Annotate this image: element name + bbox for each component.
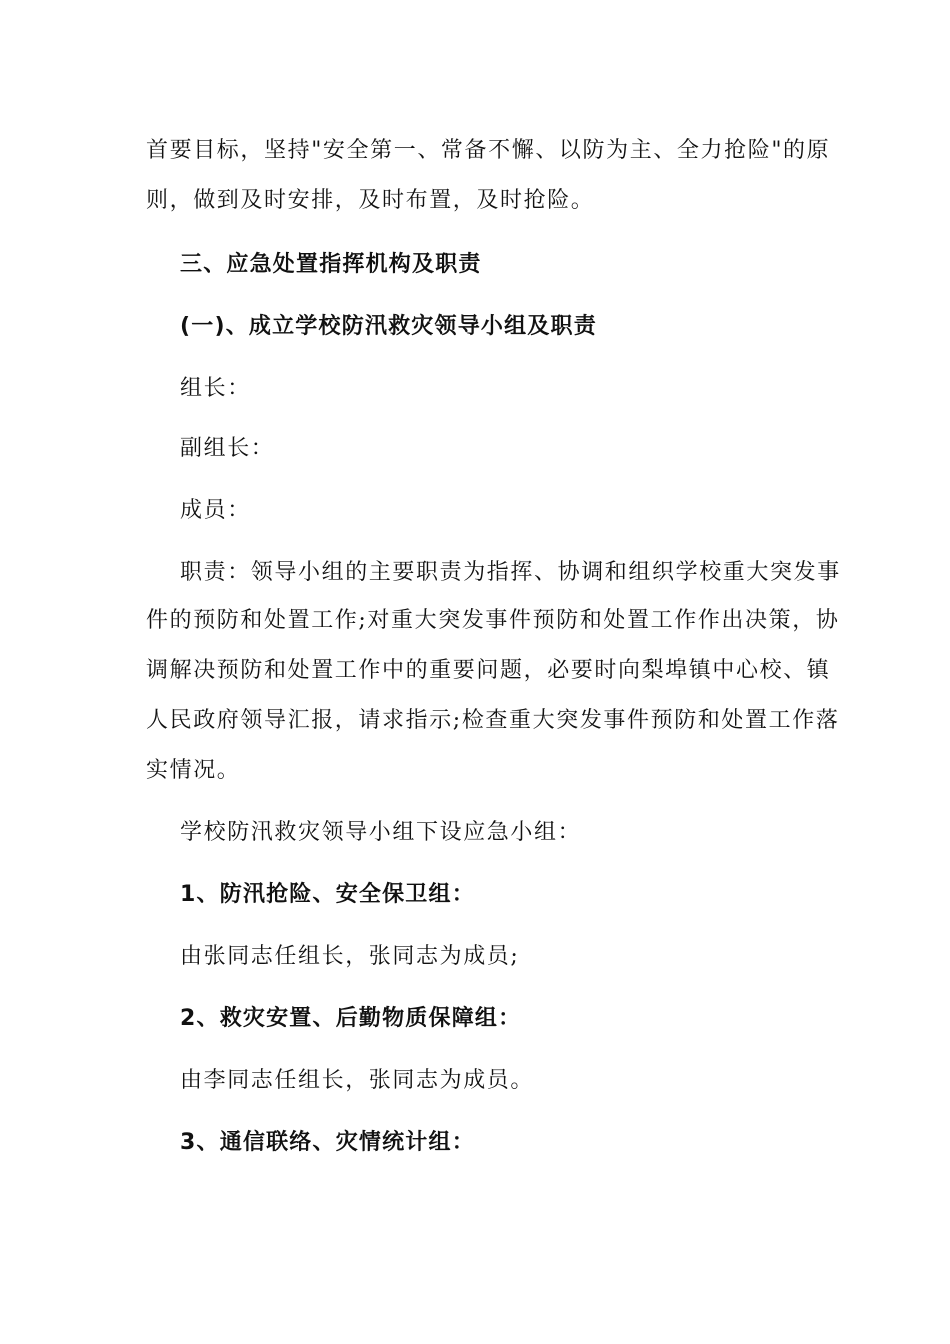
subsection-heading-leadership: (一)、成立学校防汛救灾领导小组及职责 [180, 314, 597, 339]
duties-line-5: 实情况。 [146, 758, 241, 783]
duties-line-4: 人民政府领导汇报，请求指示;检查重大突发事件预防和处置工作落 [146, 708, 840, 733]
emergency-groups-intro: 学校防汛救灾领导小组下设应急小组： [180, 820, 582, 845]
group-3-heading: 3、通信联络、灾情统计组： [180, 1130, 475, 1155]
duties-line-1: 职责：领导小组的主要职责为指挥、协调和组织学校重大突发事 [180, 560, 841, 585]
deputy-leader-label: 副组长： [180, 436, 275, 461]
group-1-heading: 1、防汛抢险、安全保卫组： [180, 882, 475, 907]
paragraph-principle-line-1: 首要目标，坚持"安全第一、常备不懈、以防为主、全力抢险"的原 [146, 138, 831, 163]
duties-line-2: 件的预防和处置工作;对重大突发事件预防和处置工作作出决策，协 [146, 608, 840, 633]
leader-label: 组长： [180, 376, 251, 401]
group-2-members: 由李同志任组长，张同志为成员。 [180, 1068, 535, 1093]
duties-line-3: 调解决预防和处置工作中的重要问题，必要时向梨埠镇中心校、镇 [146, 658, 831, 683]
group-2-heading: 2、救灾安置、后勤物质保障组： [180, 1006, 522, 1031]
members-label: 成员： [180, 498, 251, 523]
section-heading-command: 三、应急处置指挥机构及职责 [180, 252, 482, 277]
paragraph-principle-line-2: 则，做到及时安排，及时布置，及时抢险。 [146, 188, 595, 213]
group-1-members: 由张同志任组长，张同志为成员; [180, 944, 520, 969]
